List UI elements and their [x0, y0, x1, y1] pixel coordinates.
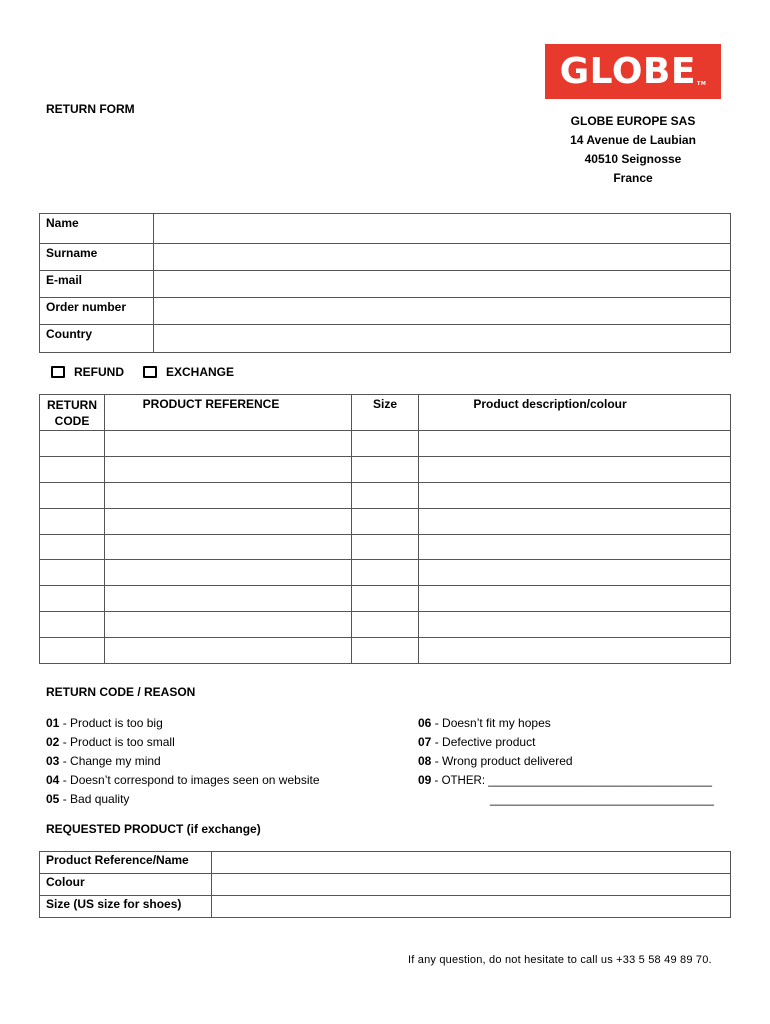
reason-item [418, 714, 714, 733]
product-description-cell[interactable] [419, 586, 731, 612]
reason-item [418, 752, 714, 771]
footer-note: If any question, do not hesitate to call us +33 5 58 49 89 70. [408, 954, 712, 966]
logo-text: GLOBE [559, 51, 696, 92]
field-label-surname: Surname [40, 244, 154, 271]
size-cell[interactable] [352, 431, 419, 457]
reason-code: 05 [46, 792, 60, 806]
product-reference-cell[interactable] [105, 612, 352, 638]
product-reference-cell[interactable] [105, 586, 352, 612]
reason-code: 07 [418, 735, 432, 749]
return-code-cell[interactable] [40, 612, 105, 638]
product-reference-input[interactable] [212, 852, 731, 874]
reason-code: 08 [418, 754, 432, 768]
size-cell[interactable] [352, 586, 419, 612]
surname-input[interactable] [154, 244, 731, 271]
product-description-cell[interactable] [419, 612, 731, 638]
size-cell[interactable] [352, 508, 419, 534]
product-description-cell[interactable] [419, 482, 731, 508]
col-header-return-code [40, 395, 105, 431]
field-label-colour: Colour [40, 874, 212, 896]
reasons-right-list [418, 714, 714, 810]
return-code-cell[interactable] [40, 456, 105, 482]
product-reference-cell[interactable] [105, 456, 352, 482]
size-cell[interactable] [352, 534, 419, 560]
reason-code: 06 [418, 716, 432, 730]
product-reference-cell[interactable] [105, 638, 352, 664]
product-reference-cell[interactable] [105, 534, 352, 560]
product-description-cell[interactable] [419, 560, 731, 586]
other-reason-line[interactable]: ___________________________________ [490, 794, 714, 806]
size-cell[interactable] [352, 612, 419, 638]
reason-code: 09 [418, 773, 432, 787]
product-description-cell[interactable] [419, 431, 731, 457]
reason-item [46, 771, 320, 790]
field-label-country: Country [40, 325, 154, 353]
requested-product-table [39, 851, 731, 918]
field-label-order-number: Order number [40, 298, 154, 325]
field-label-email: E-mail [40, 271, 154, 298]
return-code-cell[interactable] [40, 431, 105, 457]
reason-code: 01 [46, 716, 60, 730]
reason-text: - Bad quality [59, 792, 130, 806]
reason-text: - Defective product [431, 735, 536, 749]
table-row [40, 456, 731, 482]
table-row [40, 612, 731, 638]
table-row [40, 534, 731, 560]
refund-checkbox[interactable] [51, 366, 65, 378]
field-label-name: Name [40, 214, 154, 244]
order-number-input[interactable] [154, 298, 731, 325]
return-code-cell[interactable] [40, 586, 105, 612]
reason-item [46, 752, 320, 771]
reason-text: - Wrong product delivered [431, 754, 573, 768]
size-cell[interactable] [352, 560, 419, 586]
product-reference-cell[interactable] [105, 560, 352, 586]
address-street: 14 Avenue de Laubian [570, 133, 696, 147]
company-address [545, 112, 721, 188]
product-description-cell[interactable] [419, 638, 731, 664]
reason-item [46, 733, 320, 752]
col-header-size: Size [352, 395, 419, 431]
name-input[interactable] [154, 214, 731, 244]
col-header-product-reference: PRODUCT REFERENCE [105, 395, 352, 431]
reasons-heading: RETURN CODE / REASON [46, 685, 196, 699]
return-code-cell[interactable] [40, 508, 105, 534]
product-description-cell[interactable] [419, 456, 731, 482]
table-row [40, 586, 731, 612]
product-reference-cell[interactable] [105, 508, 352, 534]
reason-text: - Doesn’t fit my hopes [431, 716, 551, 730]
col-header-product-description: Product description/colour [419, 395, 731, 431]
reason-item [46, 790, 320, 809]
email-input[interactable] [154, 271, 731, 298]
table-row [40, 560, 731, 586]
reason-text: - OTHER: ___________________________________ [431, 775, 713, 787]
exchange-label: EXCHANGE [166, 365, 235, 379]
return-code-cell[interactable] [40, 482, 105, 508]
reason-item [418, 771, 714, 791]
reason-text: - Change my mind [59, 754, 161, 768]
size-cell[interactable] [352, 456, 419, 482]
globe-logo [545, 44, 721, 99]
page-title: RETURN FORM [46, 102, 135, 116]
customer-info-table [39, 213, 731, 353]
reason-item [46, 714, 320, 733]
table-row [40, 431, 731, 457]
reason-text: - Doesn’t correspond to images seen on website [59, 773, 320, 787]
requested-heading: REQUESTED PRODUCT (if exchange) [46, 822, 261, 836]
size-cell[interactable] [352, 638, 419, 664]
table-row [40, 508, 731, 534]
product-reference-cell[interactable] [105, 482, 352, 508]
address-city: 40510 Seignosse [584, 152, 682, 166]
return-code-cell[interactable] [40, 560, 105, 586]
col-header-return-code-line2: CODE [54, 414, 90, 428]
return-code-cell[interactable] [40, 534, 105, 560]
size-cell[interactable] [352, 482, 419, 508]
refund-label: REFUND [74, 365, 124, 379]
product-description-cell[interactable] [419, 508, 731, 534]
size-input[interactable] [212, 896, 731, 918]
table-row [40, 638, 731, 664]
country-input[interactable] [154, 325, 731, 353]
product-reference-cell[interactable] [105, 431, 352, 457]
logo-trademark: TM [696, 81, 707, 87]
reasons-left-list [46, 714, 320, 809]
reason-item [418, 733, 714, 752]
table-row [40, 482, 731, 508]
return-code-cell[interactable] [40, 638, 105, 664]
reason-code: 03 [46, 754, 60, 768]
field-label-size: Size (US size for shoes) [40, 896, 212, 918]
colour-input[interactable] [212, 874, 731, 896]
reason-text: - Product is too big [59, 716, 163, 730]
col-header-return-code-line1: RETURN [47, 398, 97, 412]
address-company: GLOBE EUROPE SAS [570, 114, 696, 128]
reason-code: 04 [46, 773, 60, 787]
reason-text: - Product is too small [59, 735, 175, 749]
field-label-product-reference: Product Reference/Name [40, 852, 212, 874]
address-country: France [613, 171, 653, 185]
exchange-checkbox[interactable] [143, 366, 157, 378]
return-items-table [39, 394, 731, 664]
reason-code: 02 [46, 735, 60, 749]
product-description-cell[interactable] [419, 534, 731, 560]
